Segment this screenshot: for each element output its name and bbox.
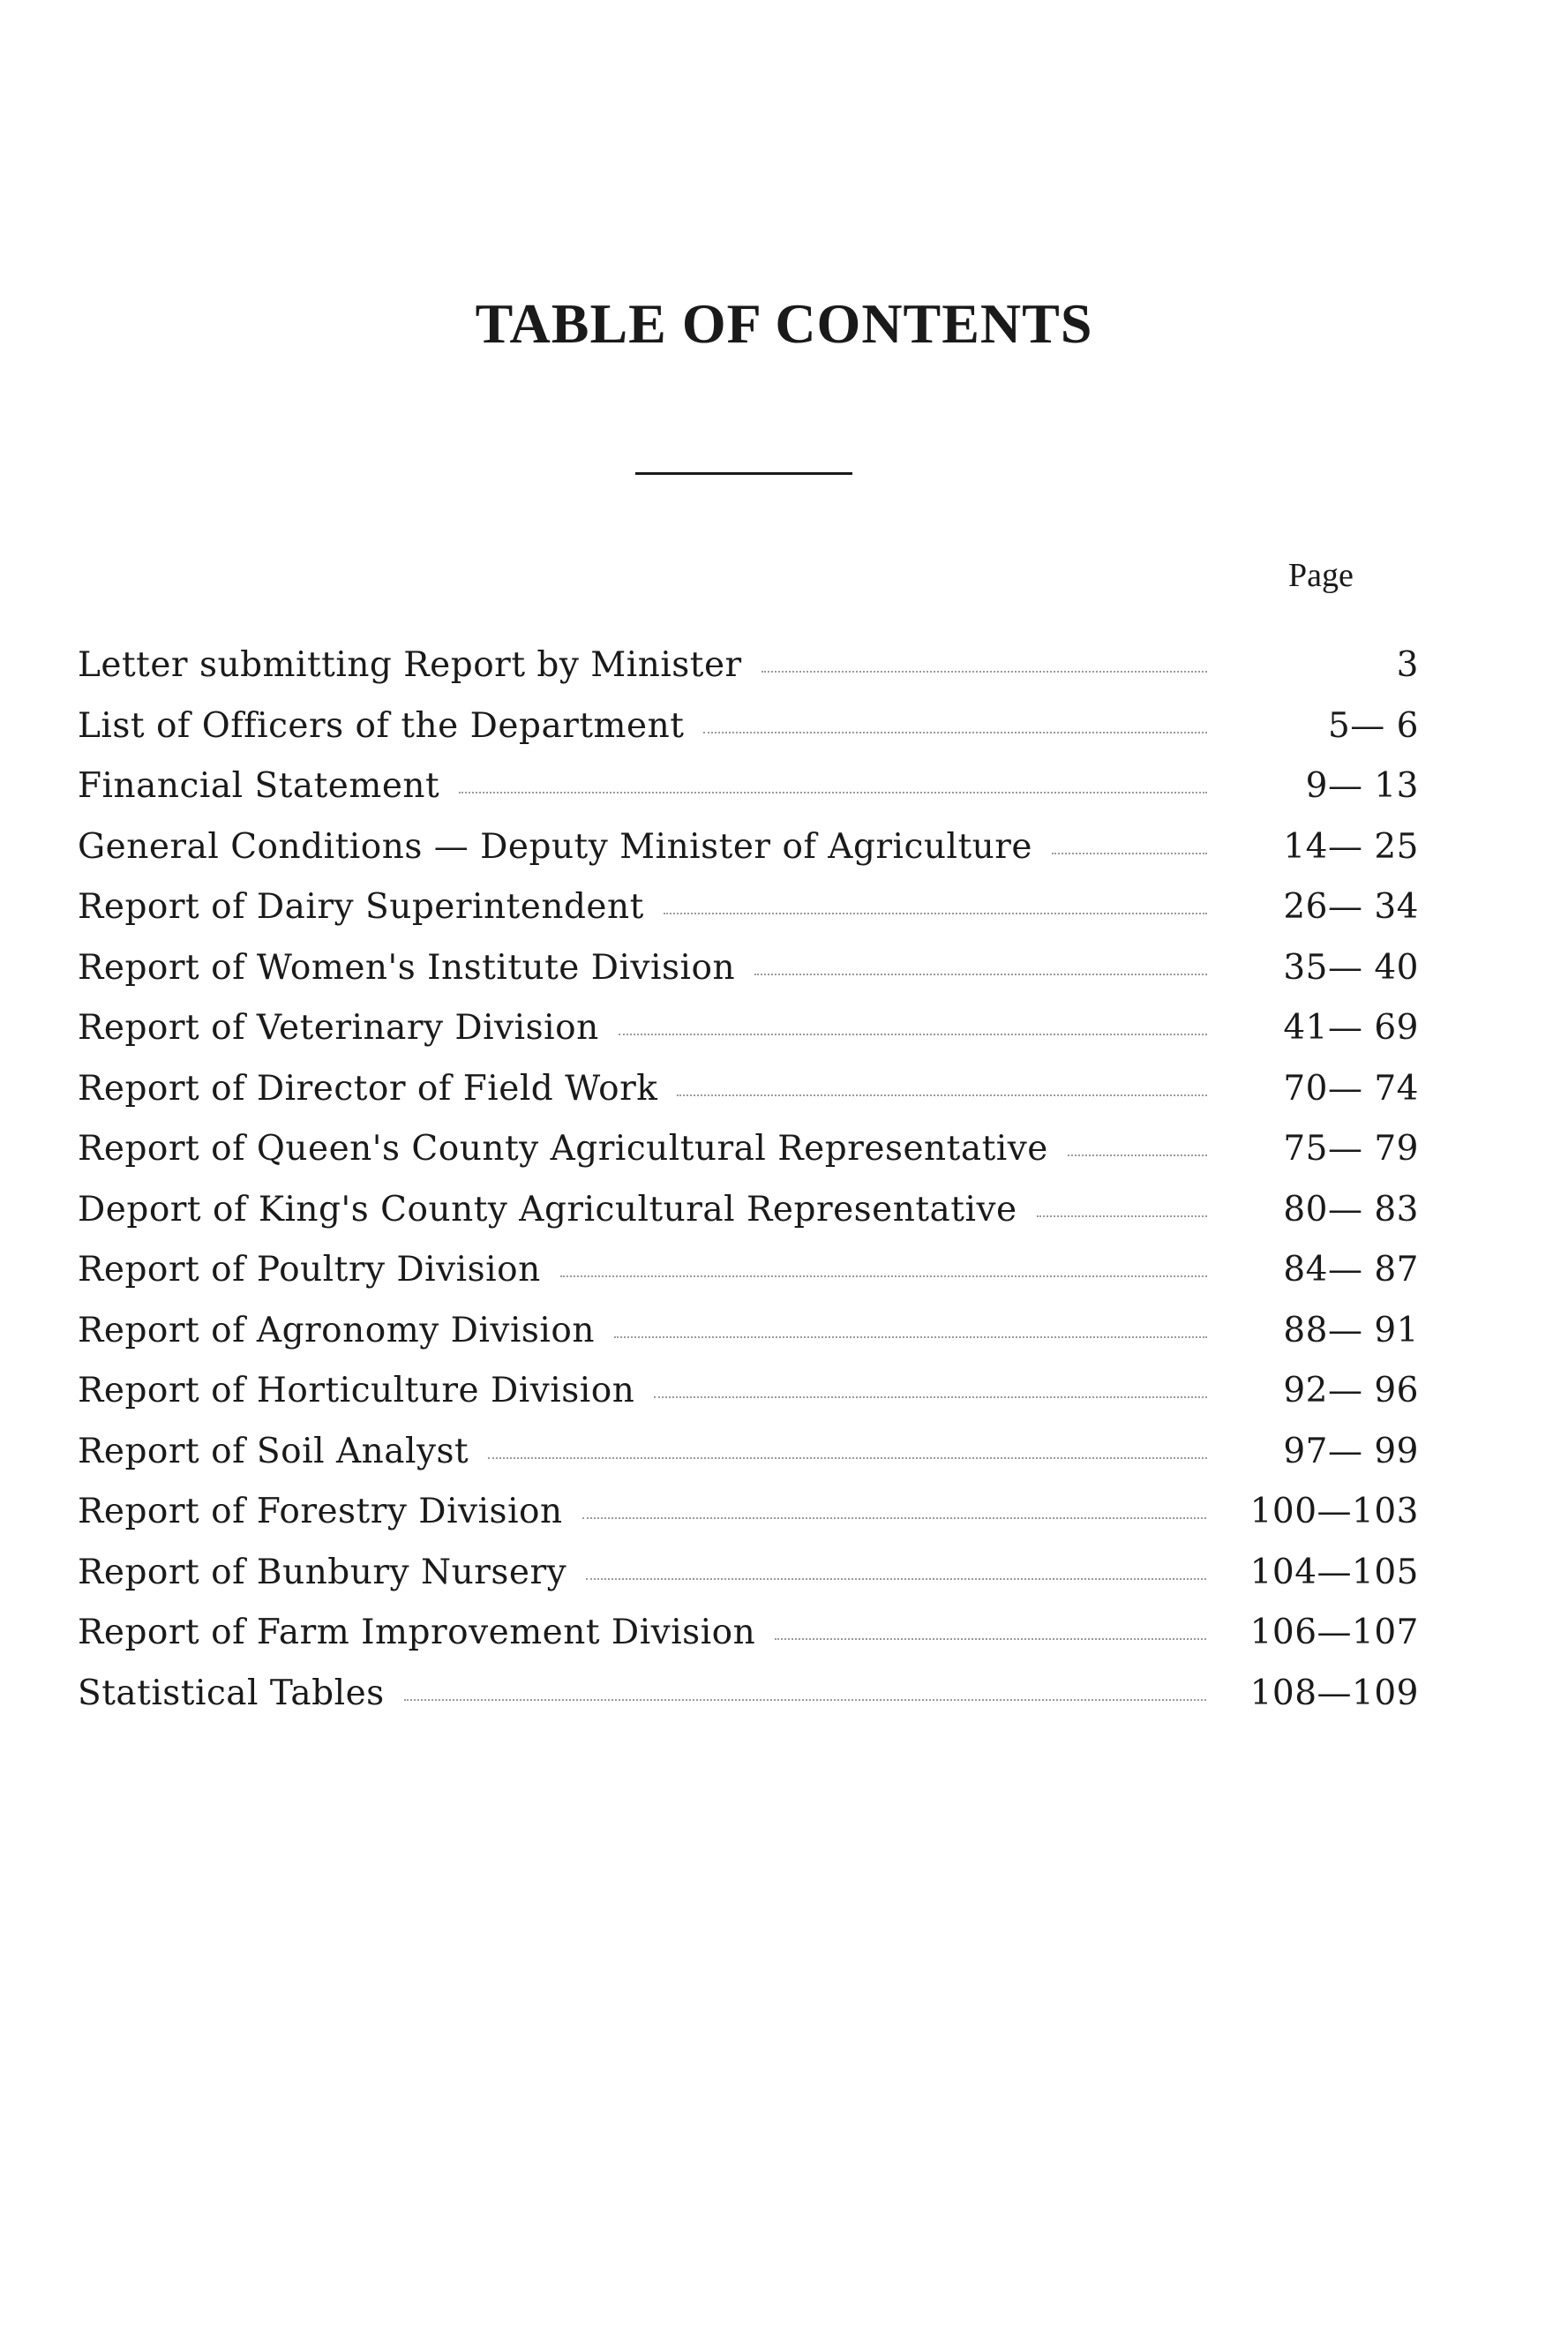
toc-entry-pages: 9— 13: [1305, 766, 1419, 806]
toc-entry-title: Report of Dairy Superintendent: [78, 887, 644, 927]
toc-entry: [78, 998, 1419, 1059]
toc-entry: [78, 1361, 1419, 1422]
dot-leader: [703, 732, 1207, 733]
dot-leader: [654, 1396, 1207, 1398]
toc-entry-pages: 92— 96: [1283, 1371, 1419, 1410]
toc-entry-title: Report of Women's Institute Division: [78, 947, 736, 988]
toc-entry-pages: 84— 87: [1283, 1250, 1419, 1290]
toc-entry: [78, 1482, 1419, 1543]
toc-entry-title: Report of Veterinary Division: [78, 1008, 599, 1048]
toc-entry-pages: 106—107: [1249, 1613, 1419, 1652]
toc-entry-pages: 104—105: [1249, 1552, 1419, 1592]
toc-entry-pages: 26— 34: [1283, 887, 1419, 927]
toc-entry-pages: 14— 25: [1283, 826, 1419, 867]
toc-entry-title: Report of Agronomy Division: [78, 1310, 596, 1350]
dot-leader: [1052, 853, 1207, 854]
toc-entry: [78, 1119, 1419, 1180]
toc-entry: [78, 1543, 1419, 1604]
toc-entry-pages: 5— 6: [1327, 705, 1419, 746]
dot-leader: [754, 974, 1207, 975]
toc-entry: [78, 938, 1419, 999]
dot-leader: [614, 1336, 1207, 1338]
dot-leader: [1068, 1154, 1207, 1156]
dot-leader: [404, 1699, 1206, 1701]
toc-entry-pages: 100—103: [1249, 1492, 1419, 1531]
toc-entry: [78, 756, 1419, 817]
table-of-contents: [78, 636, 1419, 1724]
dot-leader: [761, 671, 1207, 673]
toc-entry: [78, 877, 1419, 938]
toc-entry: [78, 1301, 1419, 1362]
toc-entry: [78, 636, 1419, 696]
dot-leader: [560, 1275, 1207, 1277]
toc-entry: [78, 1180, 1419, 1241]
toc-entry-title: Letter submitting Report by Minister: [78, 645, 742, 685]
dot-leader: [677, 1094, 1207, 1096]
dot-leader: [582, 1517, 1206, 1519]
dot-leader: [775, 1638, 1205, 1640]
dot-leader: [586, 1578, 1205, 1580]
toc-entry-title: Report of Forestry Division: [78, 1492, 563, 1531]
toc-entry: [78, 1603, 1419, 1664]
toc-entry-pages: 3: [1396, 645, 1419, 685]
dot-leader: [619, 1034, 1207, 1035]
toc-entry-pages: 35— 40: [1283, 947, 1419, 988]
toc-entry: [78, 1059, 1419, 1120]
page-column-header: Page: [1288, 557, 1354, 594]
toc-entry-pages: 41— 69: [1283, 1008, 1419, 1048]
toc-entry-title: Report of Director of Field Work: [78, 1068, 658, 1109]
toc-entry-pages: 108—109: [1249, 1673, 1419, 1713]
toc-entry-pages: 97— 99: [1283, 1431, 1419, 1471]
dot-leader: [664, 913, 1207, 914]
toc-entry-pages: 88— 91: [1283, 1310, 1419, 1350]
dot-leader: [459, 792, 1207, 793]
toc-entry: [78, 1240, 1419, 1301]
toc-entry-pages: 70— 74: [1283, 1068, 1419, 1109]
toc-entry-title: Report of Horticulture Division: [78, 1371, 635, 1410]
toc-entry-title: Report of Bunbury Nursery: [78, 1552, 567, 1592]
toc-entry-title: Report of Queen's County Agricultural Representative: [78, 1129, 1048, 1169]
toc-entry-pages: 75— 79: [1283, 1129, 1419, 1169]
toc-entry-title: Report of Farm Improvement Division: [78, 1613, 756, 1652]
toc-entry: [78, 1422, 1419, 1483]
toc-entry-title: List of Officers of the Department: [78, 705, 685, 746]
toc-entry-title: Financial Statement: [78, 766, 440, 806]
toc-entry-pages: 80— 83: [1283, 1189, 1419, 1230]
toc-entry-title: Report of Soil Analyst: [78, 1431, 469, 1471]
toc-entry: [78, 696, 1419, 757]
toc-entry: [78, 1664, 1419, 1725]
toc-entry: [78, 817, 1419, 878]
dot-leader: [488, 1457, 1207, 1459]
toc-entry-title: Report of Poultry Division: [78, 1250, 541, 1290]
toc-entry-title: Deport of King's County Agricultural Representative: [78, 1189, 1017, 1230]
toc-entry-title: Statistical Tables: [78, 1673, 385, 1713]
title-divider: [635, 472, 852, 475]
page-title: TABLE OF CONTENTS: [475, 292, 1093, 355]
toc-entry-title: General Conditions — Deputy Minister of Agriculture: [78, 826, 1032, 867]
dot-leader: [1037, 1215, 1207, 1217]
